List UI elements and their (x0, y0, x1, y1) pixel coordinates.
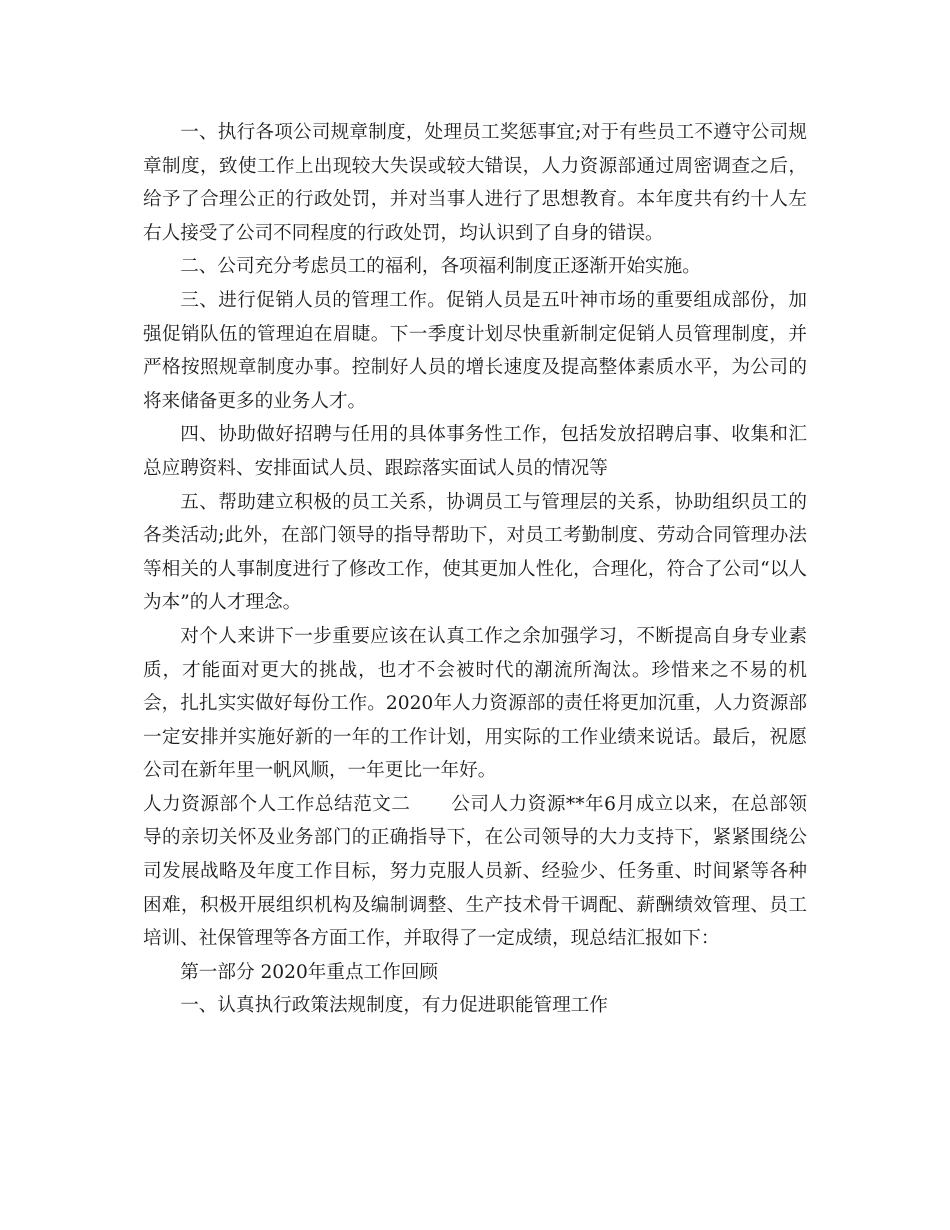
paragraph-2: 二、公司充分考虑员工的福利，各项福利制度正逐渐开始实施。 (180, 256, 701, 278)
sub-heading: 一、认真执行政策法规制度，有力促进职能管理工作 (180, 995, 608, 1017)
section-title: 人力资源部个人工作总结范文二 (143, 793, 411, 815)
paragraph-4: 四、协助做好招聘与任用的具体事务性工作，包括发放招聘启事、收集和汇总应聘资料、安排面试人员、跟踪落实面试人员的情况等 (143, 424, 807, 479)
paragraph-6: 对个人来讲下一步重要应该在认真工作之余加强学习，不断提高自身专业素质，才能面对更大的挑战，也才不会被时代的潮流所淘汰。珍惜来之不易的机会，扎扎实实做好每份工作。2020年人力资源部的责任将更加沉重，人力资源部一定安排并实施好新的一年的工作计划，用实际的工作业绩来说话。最后，祝愿公司在新年里一帆风顺，一年更比一年好。 (143, 625, 807, 782)
section-two-paragraph (143, 788, 807, 956)
document-body (143, 116, 807, 1023)
section-intro: 公司人力资源**年6月成立以来，在总部领导的亲切关怀及业务部门的正确指导下，在公司领导的大力支持下，紧紧围绕公司发展战略及年度工作目标，努力克服人员新、经验少、任务重、时间紧等各种困难，积极开展组织机构及编制调整、生产技术骨干调配、薪酬绩效管理、员工培训、社保管理等各方面工作，并取得了一定成绩，现总结汇报如下： (143, 793, 807, 950)
paragraph-3: 三、进行促销人员的管理工作。促销人员是五叶神市场的重要组成部份，加强促销队伍的管理迫在眉睫。下一季度计划尽快重新制定促销人员管理制度，并严格按照规章制度办事。控制好人员的增长速度及提高整体素质水平，为公司的将来储备更多的业务人才。 (143, 289, 807, 412)
paragraph-5: 五、帮助建立积极的员工关系，协调员工与管理层的关系，协助组织员工的各类活动;此外，在部门领导的指导帮助下，对员工考勤制度、劳动合同管理办法等相关的人事制度进行了修改工作，使其更加人性化，合理化，符合了公司“以人为本”的人才理念。 (143, 491, 807, 614)
part-heading: 第一部分 2020年重点工作回顾 (180, 961, 438, 983)
paragraph-1: 一、执行各项公司规章制度，处理员工奖惩事宜;对于有些员工不遵守公司规章制度，致使工作上出现较大失误或较大错误，人力资源部通过周密调查之后，给予了合理公正的行政处罚，并对当事人进行了思想教育。本年度共有约十人左右人接受了公司不同程度的行政处罚，均认识到了自身的错误。 (143, 122, 807, 244)
